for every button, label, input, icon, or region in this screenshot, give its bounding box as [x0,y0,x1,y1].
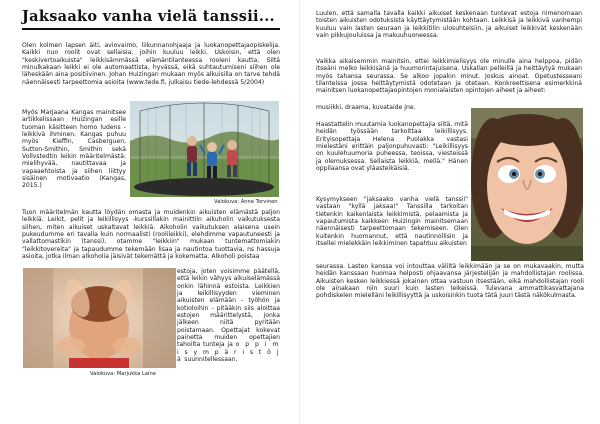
inhibitions-text: estoja, joten voisimme päätellä, että leikin vähyys aikuiselämässä onkin lähinnä estoista. Leikkien ja leikillisyyden vieminen aikuisten elämään - työhön ja kotioloihin - pitääkin siis aloittaa estojen määrittelystä, jonka jälkeen niitä pyritään poistamaan. Opettajat kokevat painetta muiden opettajien tahoilta tunteja ja [177,268,280,349]
subjects-line: musiikki, draama, kuvataide jne. [316,104,416,111]
funny-face-photo [471,108,583,261]
trampoline-photo [130,101,279,197]
expectations-paragraph: Luulen, että samalla tavalla kaikki aikuiset keskenaan tuntevat estoja nimenomaan toisten aikuisten odotuksista käyttäytymistään kohtaan. Leikkisä ja leikkivä vanhempi kuuluu vain lasten seuraan ja leikkitilin ulosuhteisiin, ja aikuiset leikkivät keskenään vain pikkujouluissa ja makuuhuoneessa. [316,10,582,40]
playfulness-paragraph: Vaikka aikaisemmin mainitsin, ettei leikkimielisyys ole minulle aina helppoa, pidän itseäni melko leikkisänä ja huumorintajuisena. Uskallan pelleillä ja heittäytyä mukaan myös tahansa seurassa. Se alkoo jopakin minut. Joskus ainoat. Opetustesseani tilanteissa jossa heittäytymistä odotetaan ja otetaan. Konkreettisena esimerkkinä mainitsen luokanopettajaopintojen monialaisten opintojen aiheet ja aiheet: [316,58,582,95]
photo2-caption: Valokuva: Marjukka Laine [90,371,156,377]
article-title: Jaksaako vanha vielä tanssii... [22,8,275,25]
intro-paragraph: Olen kolmen lapsen äiti, aviovaimo, liikunnanohjaaja ja luokanopettajaopiskelija. Kaikki nuo roolit ovat sellaisia, joihin kuuluu leikki. Uskoisin, että olen "keskivertoaikuista" leikkisämmässä elämäntilanteessa rooleni kautta. Siltä minulkakaan leikki ei ole automaattista, hyvässä, eikä suhtautumiseni siihen ole läheskään aina positiivinen. Johan Huizingan mukaan myös alkuisilla on tarve tehdä näennäisesti tarpeettomia asioita (www.tede.fi, julkaisu tiede-lehdessä 5/2004) [22,42,280,86]
child-photo [23,268,176,368]
right-page [300,0,600,424]
photo1-caption: Valokuva: Anne Torvinen [214,199,278,205]
adults-play-paragraph: seurassa. Lasten kanssa voi intouttaa väliltä leikkimään ja se on mukavaakin, mutta heidän kanssaan huomaa helposti ohjaavansa järjestelijän ja mahdollistajan roolissa. Aikuisten kesken leikkiessä jokainen ottaa vastuun itsestään, eikä mahdollistajan rooli ole ainakaan niin suuri kuin lasten leikeissä. Tulevana ammattikasvattajana pohdiskelen mielelläni leikillisyyttä ja uskoisinkin tuota tätä juuri tästä näkökulmasta. [316,263,584,300]
inhibitions-spaced-word: o p p i m i s y m p ä r i s t ö j ä [177,341,281,364]
title-underline [22,28,280,30]
kangas-paragraph: Myös Marjaana Kangas mainitsee artikkelissaan Huizingan esille tuoman käsitteen homo ludens - leikkivä ihminen. Kangas puhuu myös Kieffin, Casberguen, Sutton-Smithin, Smithin sekä Vollvstedtin leikin määritelmästä: mielihyvää, nautittavaa ja vapaaehtoista ja siihen liittyy sisäinen motivaatio (Kangas, 2015.) [22,109,126,190]
interview-paragraph: Haastattelin muutamia luokanopettajia siitä, mitä heidän työssään tarkoittaa leikillisyys. Erityisopettaja Helena Puolakka vastasi mielestäni erittäin paljonpuhuvasti: "Leikillisyys on kuulehuumoria puheessa, teoissa, viesteissä ja olemuksessa. Sellaista leikkiä, mellä." Hänen oppilaansa ovat yläasteikäisiä. [316,121,468,173]
inhibitions-end: suunnitellessaan. [184,356,238,364]
dance-paragraph: Kysymykseen "jaksaako vanha vielä tanssii" vastaan "kyllä jaksaa!" Tanssilla tarkoitan tietenkin kaikenlaista leikkimistä, pelaamista ja vapautumista kaikkeen Huizingin mainitsemaan näennäisesti tarpeettomaan tekemiseen. Olen kuitenkin huomannut, että nautinnollisin ja itsellei mielekkäin leikkiminen tapahtuu aikuisten [316,196,468,248]
inhibitions-paragraph [177,268,280,363]
alcohol-paragraph: Tuon määritelmän kautta löydän omasta ja muidenkin aikuisten elämästä paljon leikkiä. Leikit, pelit ja leikillisyys -kurssillakin mainittiin aikuholin vaikutuksesta siihen, miten aikuiset uskaltavat leikkiä. Alkoholin vaikutuksen alaisena usein pukeudumme eri tavalla kuin normaalisti (roolileikki), elehdimme vapautuneesti ja vallattomastikin (tanssi), otamme "leikkiin" mukaan tuntemattomiakin "leikkitovereita" ja tapaudumme tekemään lisaa ja nautintoa tuottavia, ns hassuja asioita, jotka ilman alkoholia jäisivät tekemättä ja kokematta. Alkoholi poistaa [22,209,280,261]
